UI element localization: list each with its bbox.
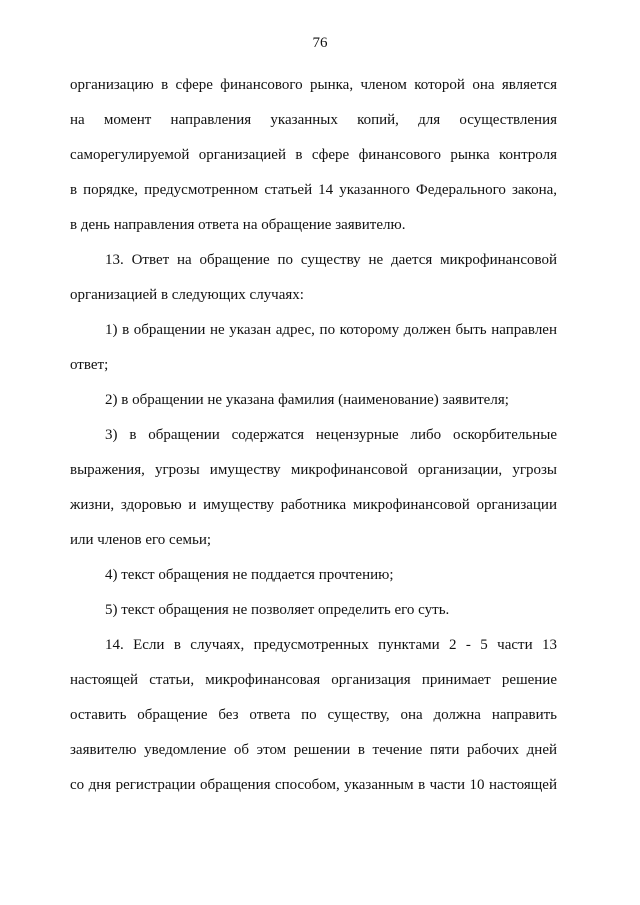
text-line: на момент направления указанных копий, для осуществления [70,112,557,128]
text-line: со дня регистрации обращения способом, указанным в части 10 настоящей [70,777,557,793]
text-line: или членов его семьи; [70,532,212,548]
text-line: 4) текст обращения не поддается прочтению; [105,567,394,583]
text-line: 3) в обращении содержатся нецензурные либо оскорбительные [105,427,557,443]
text-line: 5) текст обращения не позволяет определить его суть. [105,602,450,618]
text-line: организацией в следующих случаях: [70,287,304,303]
text-line: в порядке, предусмотренном статьей 14 указанного Федерального закона, [70,182,557,198]
text-line: 2) в обращении не указана фамилия (наименование) заявителя; [105,392,509,408]
text-line: настоящей статьи, микрофинансовая организация принимает решение [70,672,557,688]
page-number: 76 [312,35,328,51]
text-line: 1) в обращении не указан адрес, по которому должен быть направлен [105,322,557,338]
text-line: заявителю уведомление об этом решении в течение пяти рабочих дней [70,742,557,758]
text-line: 14. Если в случаях, предусмотренных пунктами 2 - 5 части 13 [105,637,557,653]
text-line: жизни, здоровью и имуществу работника микрофинансовой организации [70,497,557,513]
text-line: выражения, угрозы имуществу микрофинансовой организации, угрозы [70,462,557,478]
text-line: 13. Ответ на обращение по существу не дается микрофинансовой [105,252,557,268]
text-line: организацию в сфере финансового рынка, членом которой она является [70,77,557,93]
text-line: оставить обращение без ответа по существу, она должна направить [70,707,557,723]
text-line: ответ; [70,357,109,373]
text-line: в день направления ответа на обращение заявителю. [70,217,406,233]
text-line: саморегулируемой организацией в сфере финансового рынка контроля [70,147,557,163]
